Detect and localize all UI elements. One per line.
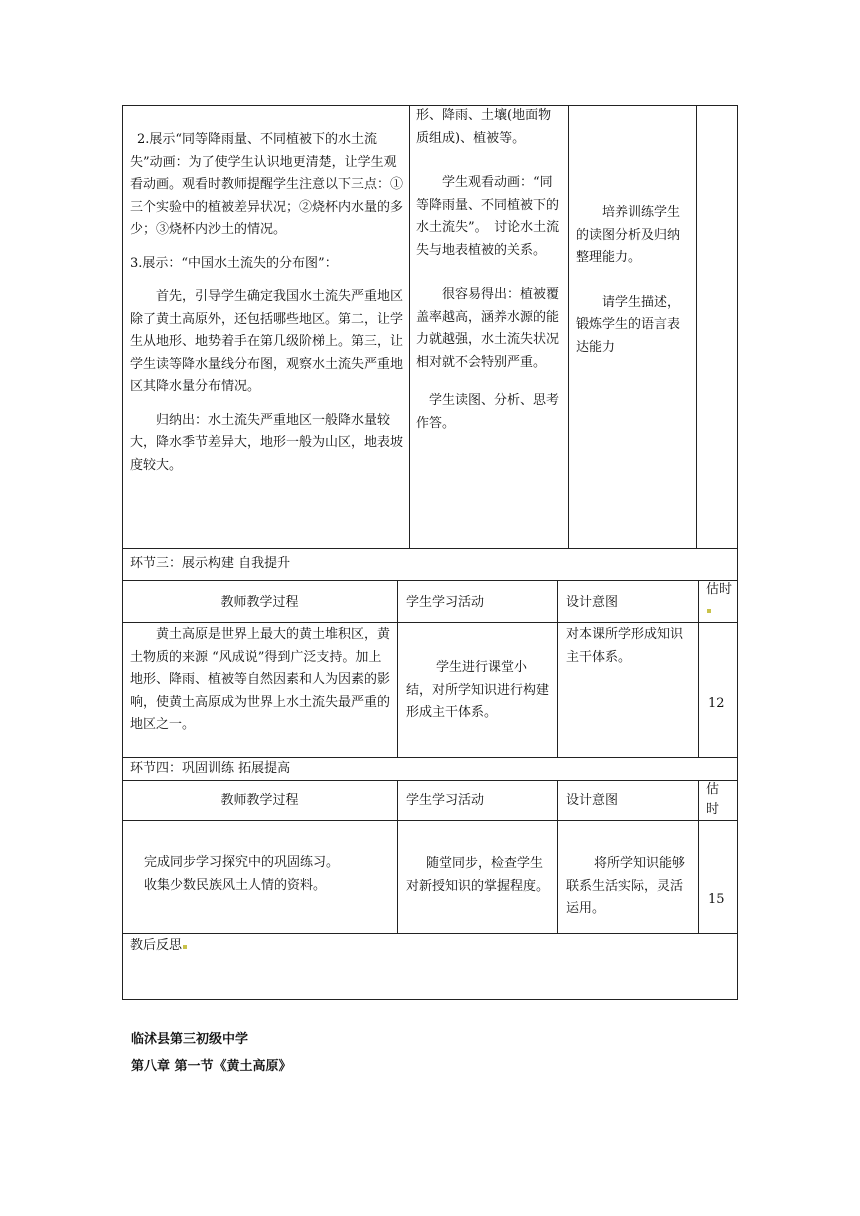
upper-student-cell <box>416 105 564 435</box>
upper-teacher-para-4: 归纳出：水土流失严重地区一般降水量较大，降水季节差异大，地形一般为山区，地表坡度较大。 <box>130 412 404 473</box>
section3-header-time-text: 估时 <box>706 582 733 597</box>
reflection-label <box>130 935 330 958</box>
section4-time: 15 <box>708 892 725 907</box>
section4-heading: 环节四：巩固训练 拓展提高 <box>130 761 291 776</box>
upper-student-para-4: 学生读图、分析、思考作答。 <box>416 393 560 431</box>
section3-student: 学生进行课堂小结，对所学知识进行构建形成主干体系。 <box>406 660 550 720</box>
upper-design-para-2: 请学生描述，锻炼学生的语言表达能力 <box>576 294 681 355</box>
section4-header-time: 估时 <box>706 782 720 817</box>
edit-mark-icon <box>183 945 187 949</box>
section4-header-student: 学生学习活动 <box>406 793 485 808</box>
section4-header-design: 设计意图 <box>566 793 619 808</box>
section4-teacher <box>144 852 394 897</box>
section4-header-teacher: 教师教学过程 <box>220 793 299 808</box>
section3-header-time <box>706 580 732 620</box>
upper-teacher-cell <box>130 129 404 477</box>
section4-teacher-line-1: 完成同步学习探究中的巩固练习。 <box>144 855 340 870</box>
upper-teacher-para-1: 2.展示“同等降雨量、不同植被下的水土流失”动画：为了使学生认识地更清楚，让学生观看动画。观看时教师提醒学生注意以下三点：①三个实验中的植被差异状况；②烧杯内水量的多少；③烧杯内沙土的情况。 <box>130 132 404 237</box>
edit-mark-icon <box>707 609 711 613</box>
upper-teacher-para-3: 首先，引导学生确定我国水土流失严重地区除了黄土高原外，还包括哪些地区。第二，让学生从地形、地势着手在第几级阶梯上。第三，让学生读等降水量线分布图，观察水土流失严重地区其降水量分布情况。 <box>130 289 404 394</box>
section3-heading: 环节三：展示构建 自我提升 <box>130 556 291 571</box>
section4-teacher-line-2: 收集少数民族风土人情的资料。 <box>144 877 327 893</box>
upper-teacher-para-2: 3.展示：“中国水土流失的分布图”： <box>130 255 338 271</box>
upper-design-cell <box>576 202 692 359</box>
school-name: 临沭县第三初级中学 <box>131 1032 249 1047</box>
section3-header-design: 设计意图 <box>566 595 619 610</box>
upper-design-para-1: 培养训练学生的读图分析及归纳整理能力。 <box>576 205 681 265</box>
upper-student-para-3: 很容易得出：植被覆盖率越高，涵养水源的能力就越强，水土流失状况相对就不会特别严重。 <box>416 287 560 370</box>
chapter-title: 第八章 第一节《黄土高原》 <box>131 1059 292 1074</box>
section3-design: 对本课所学形成知识主干体系。 <box>566 627 684 665</box>
reflection-label-text: 教后反思 <box>130 938 183 953</box>
section3-header-student: 学生学习活动 <box>406 595 485 610</box>
section4-student: 随堂同步，检查学生对新授知识的掌握程度。 <box>406 856 550 894</box>
section3-teacher: 黄土高原是世界上最大的黄土堆积区，黄土物质的来源 “风成说”得到广泛支持。加上地形、降雨、植被等自然因素和人为因素的影响，使黄土高原成为世界上水土流失最严重的地区之一。 <box>130 627 391 732</box>
section4-design: 将所学知识能够联系生活实际，灵活运用。 <box>566 856 686 916</box>
section3-header-teacher: 教师教学过程 <box>220 595 299 610</box>
upper-student-para-2: 学生观看动画：“同等降雨量、不同植被下的水土流失”。 讨论水土流失与地表植被的关系。 <box>416 175 560 258</box>
upper-student-para-1: 形、降雨、土壤(地面物质组成)、植被等。 <box>416 108 552 146</box>
section3-time: 12 <box>708 696 725 711</box>
